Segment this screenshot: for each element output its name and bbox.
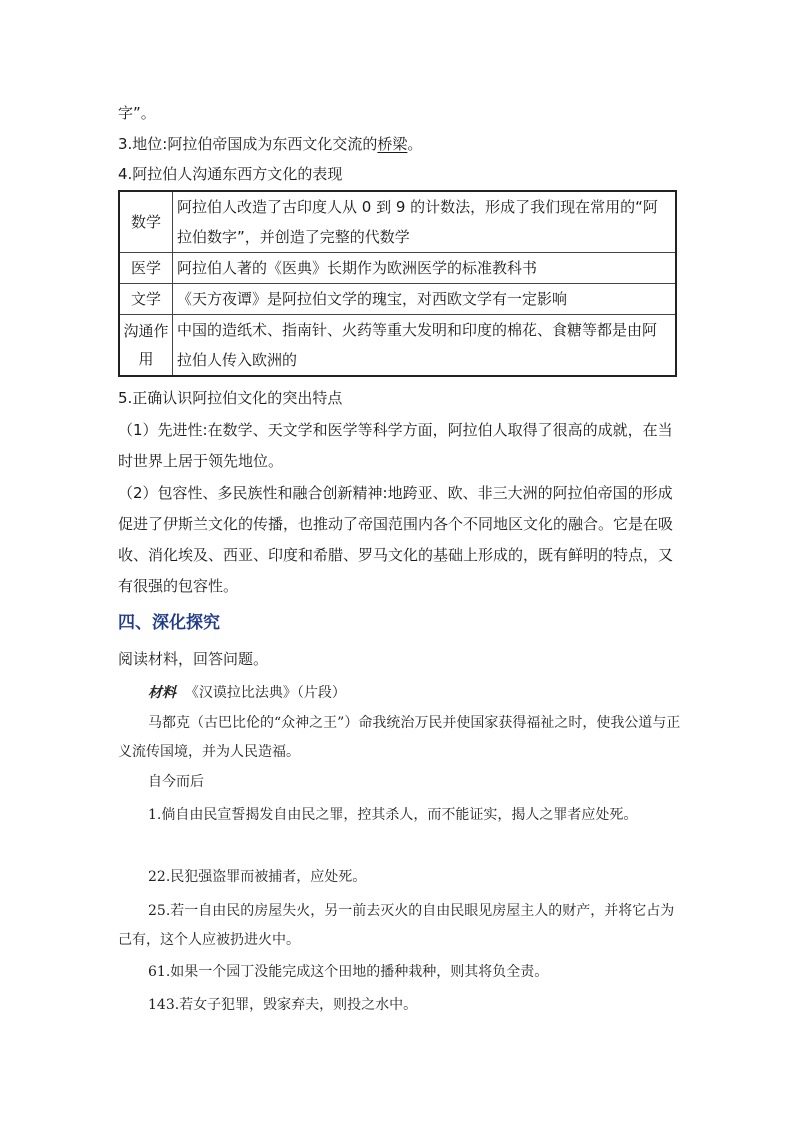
item-5: 5.正确认识阿拉伯文化的突出特点	[118, 389, 343, 407]
table-row	[119, 315, 676, 377]
item-3-text: 3.地位:阿拉伯帝国成为东西文化交流的	[118, 135, 378, 153]
table-cell-description: 中国的造纸术、指南针、火药等重大发明和印度的棉花、食糖等都是由阿拉伯人传入欧洲的	[173, 315, 677, 377]
table-row	[119, 284, 676, 315]
material-label: 材料	[148, 685, 176, 701]
item-3-underlined: 桥梁	[377, 135, 408, 153]
table-cell-description: 《天方夜谭》是阿拉伯文学的瑰宝，对西欧文学有一定影响	[173, 284, 677, 315]
table-cell-description: 阿拉伯人著的《医典》长期作为欧洲医学的标准教科书	[173, 253, 677, 284]
item-4: 4.阿拉伯人沟通东西方文化的表现	[118, 165, 343, 183]
table-row	[119, 253, 676, 284]
material-heading	[118, 679, 684, 708]
instruction: 阅读材料，回答问题。	[118, 650, 269, 668]
table-cell-category: 数学	[119, 191, 173, 253]
law-item: 25.若一自由民的房屋失火，另一前去灭火的自由民眼见房屋主人的财产，并将它占为己有，这个人应被扔进火中。	[118, 903, 675, 948]
item-3	[118, 133, 422, 155]
from-now: 自今而后	[148, 774, 204, 790]
continued-text: 字”。	[118, 104, 156, 122]
law-item: 22.民犯强盗罪而被捕者，应处死。	[148, 869, 367, 885]
point-1: （1）先进性:在数学、天文学和医学等科学方面，阿拉伯人取得了很高的成就，在当时世界上居于领先地位。	[118, 421, 673, 470]
law-item: 1.倘自由民宣誓揭发自由民之罪，控其杀人，而不能证实，揭人之罪者应处死。	[148, 807, 638, 823]
table-cell-description: 阿拉伯人改造了古印度人从 0 到 9 的计数法，形成了我们现在常用的“阿拉伯数字”，并创造了完整的代数学	[173, 191, 677, 253]
table-cell-category: 沟通作用	[119, 315, 173, 377]
table-row	[119, 191, 676, 253]
table-cell-category: 文学	[119, 284, 173, 315]
material-title: 《汉谟拉比法典》（片段）	[184, 685, 346, 701]
culture-table	[118, 190, 677, 377]
law-item: 61.如果一个园丁没能完成这个田地的播种栽种，则其将负全责。	[148, 964, 549, 980]
table-cell-category: 医学	[119, 253, 173, 284]
section-4-title: 四、深化探究	[118, 613, 220, 633]
material-intro: 马都克（古巴比伦的“众神之王”）命我统治万民并使国家获得福祉之时，使我公道与正义流传国境，并为人民造福。	[118, 715, 681, 760]
item-3-suffix: 。	[407, 135, 423, 153]
law-item: 143.若女子犯罪，毁家弃夫，则投之水中。	[148, 997, 418, 1013]
point-2: （2）包容性、多民族性和融合创新精神:地跨亚、欧、非三大洲的阿拉伯帝国的形成促进了伊斯兰文化的传播，也推动了帝国范围内各个不同地区文化的融合。它是在吸收、消化埃及、西亚、印度和希腊、罗马文化的基础上形成的，既有鲜明的特点，又有很强的包容性。	[118, 484, 674, 595]
